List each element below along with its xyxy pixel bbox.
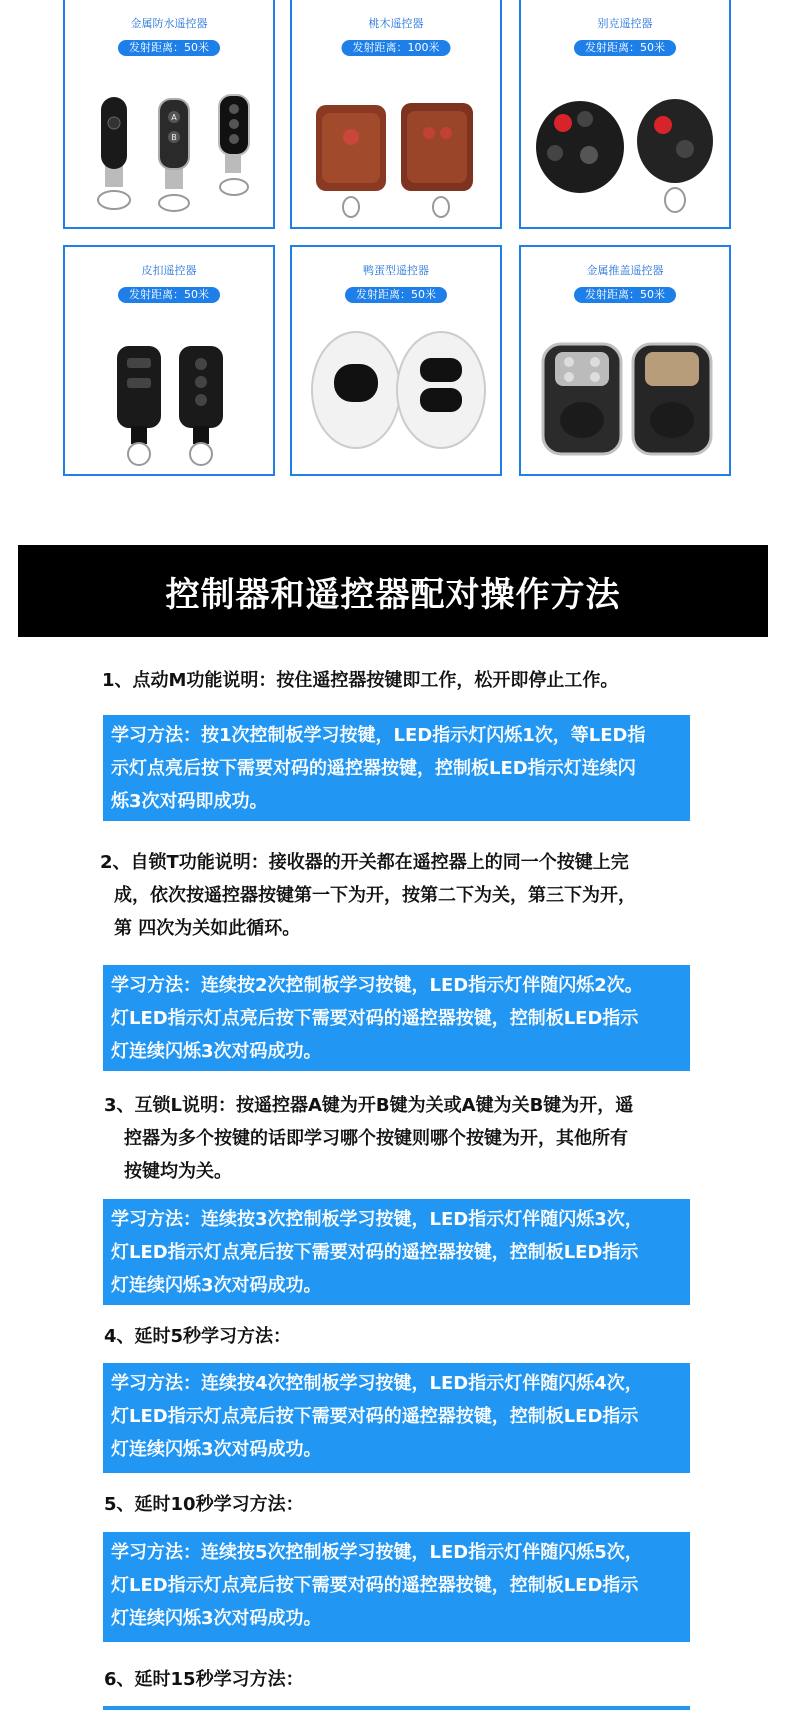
product-card[interactable] <box>290 245 502 476</box>
product-photo <box>69 322 269 470</box>
section-2-method <box>103 965 690 1071</box>
heading-line: 5、延时10秒学习方法： <box>104 1494 304 1515</box>
method-line: 学习方法：按1次控制板学习按键，LED指示灯闪烁1次，等LED指 <box>111 725 646 746</box>
method-line: 烁3次对码即成功。 <box>111 791 268 812</box>
heading-line: 成，依次按遥控器按键第一下为开，按第二下为关，第三下为开， <box>114 885 636 906</box>
product-card[interactable] <box>63 245 275 476</box>
section-6-heading <box>104 1663 704 1696</box>
range-badge: 发射距离：50米 <box>574 287 676 303</box>
product-card[interactable] <box>290 0 502 229</box>
product-card[interactable] <box>519 0 731 229</box>
product-card[interactable] <box>519 245 731 476</box>
product-photo <box>525 75 725 223</box>
heading-line: 控器为多个按键的话即学习哪个按键则哪个按键为开，其他所有 <box>124 1128 628 1149</box>
section-1-heading <box>102 664 722 697</box>
section-5-method <box>103 1532 690 1642</box>
section-4-heading <box>104 1320 704 1353</box>
product-photo <box>296 322 496 470</box>
method-line: 灯连续闪烁3次对码成功。 <box>111 1275 322 1296</box>
method-line: 学习方法：连续按5次控制板学习按键，LED指示灯伴随闪烁5次， <box>111 1542 643 1563</box>
method-line: 学习方法：连续按3次控制板学习按键，LED指示灯伴随闪烁3次， <box>111 1209 643 1230</box>
heading-line: 按键均为关。 <box>124 1161 232 1182</box>
range-badge: 发射距离：50米 <box>345 287 447 303</box>
section-2-heading <box>100 846 700 945</box>
instructions-banner: 控制器和遥控器配对操作方法 <box>18 545 768 637</box>
heading-line: 3、互锁L说明：按遥控器A键为开B键为关或A键为关B键为开，遥 <box>104 1095 634 1116</box>
section-6-method-edge <box>103 1706 690 1710</box>
method-line: 灯连续闪烁3次对码成功。 <box>111 1439 322 1460</box>
svg-text:B: B <box>171 133 177 142</box>
mahogany-remote-image <box>296 75 496 223</box>
leather-remote-image <box>69 322 269 470</box>
product-name: 金属防水遥控器 <box>130 17 208 30</box>
heading-line: 1、点动M功能说明：按住遥控器按键即工作，松开即停止工作。 <box>102 670 619 691</box>
product-name: 别克遥控器 <box>597 17 653 30</box>
heading-line: 第 四次为关如此循环。 <box>114 918 301 939</box>
product-name: 皮扣遥控器 <box>141 264 197 277</box>
product-photo <box>296 75 496 223</box>
product-name: 鸭蛋型遥控器 <box>363 264 429 277</box>
method-line: 灯LED指示灯点亮后按下需要对码的遥控器按键，控制板LED指示 <box>111 1242 639 1263</box>
product-name: 桃木遥控器 <box>368 17 424 30</box>
method-line: 灯LED指示灯点亮后按下需要对码的遥控器按键，控制板LED指示 <box>111 1008 639 1029</box>
heading-line: 2、自锁T功能说明：接收器的开关都在遥控器上的同一个按键上完 <box>100 852 629 873</box>
product-grid <box>0 0 790 480</box>
method-line: 学习方法：连续按2次控制板学习按键，LED指示灯伴随闪烁2次。 <box>111 975 643 996</box>
section-3-heading <box>104 1089 704 1188</box>
method-line: 示灯点亮后按下需要对码的遥控器按键，控制板LED指示灯连续闪 <box>111 758 636 779</box>
buick-remote-image <box>525 75 725 223</box>
product-photo <box>69 75 269 223</box>
range-badge: 发射距离：50米 <box>574 40 676 56</box>
range-badge: 发射距离：50米 <box>118 287 220 303</box>
metal-remote-image <box>69 75 269 223</box>
method-line: 灯连续闪烁3次对码成功。 <box>111 1608 322 1629</box>
svg-text:A: A <box>171 113 177 122</box>
product-photo <box>525 322 725 470</box>
product-card[interactable] <box>63 0 275 229</box>
section-5-heading <box>104 1488 704 1521</box>
range-badge: 发射距离：50米 <box>118 40 220 56</box>
heading-line: 4、延时5秒学习方法： <box>104 1326 292 1347</box>
range-badge: 发射距离：100米 <box>342 40 451 56</box>
product-name: 金属推盖遥控器 <box>586 264 664 277</box>
method-line: 学习方法：连续按4次控制板学习按键，LED指示灯伴随闪烁4次， <box>111 1373 643 1394</box>
method-line: 灯LED指示灯点亮后按下需要对码的遥控器按键，控制板LED指示 <box>111 1406 639 1427</box>
slide-cover-remote-image <box>525 322 725 470</box>
section-4-method <box>103 1363 690 1473</box>
method-line: 灯连续闪烁3次对码成功。 <box>111 1041 322 1062</box>
heading-line: 6、延时15秒学习方法： <box>104 1669 304 1690</box>
method-line: 灯LED指示灯点亮后按下需要对码的遥控器按键，控制板LED指示 <box>111 1575 639 1596</box>
section-1-method <box>103 715 690 821</box>
egg-remote-image <box>296 322 496 470</box>
section-3-method <box>103 1199 690 1305</box>
